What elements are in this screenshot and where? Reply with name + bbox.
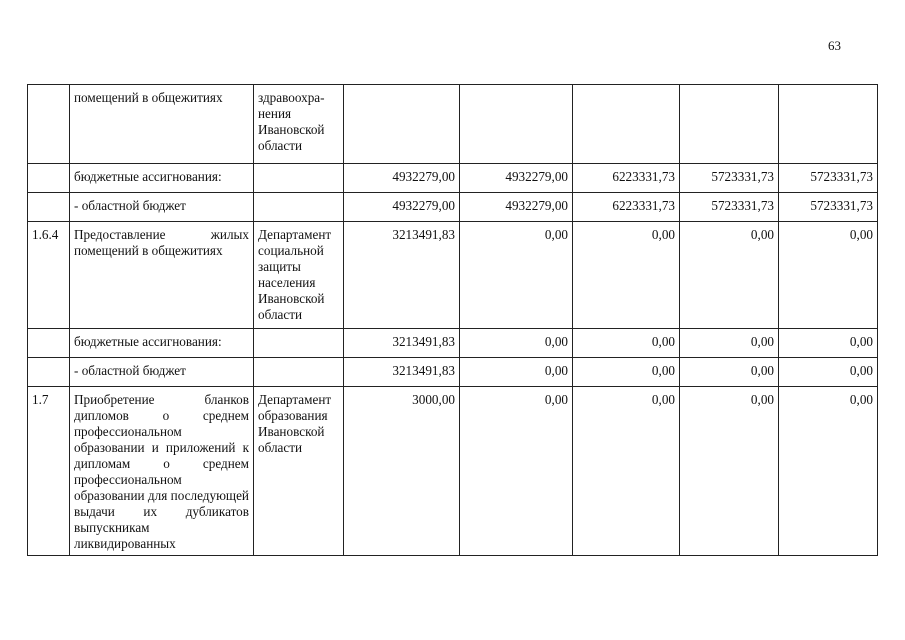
row-value: 5723331,73 <box>779 193 878 222</box>
budget-table <box>27 84 878 556</box>
row-executor: Департамент образования Ивановской области <box>254 387 344 556</box>
row-executor: Департамент социальной защиты населения Ивановской области <box>254 222 344 329</box>
table-row <box>28 387 878 556</box>
row-value <box>680 85 779 164</box>
row-value: 0,00 <box>573 387 680 556</box>
row-value: 0,00 <box>460 358 573 387</box>
row-name: помещений в общежитиях <box>70 85 254 164</box>
row-value: 0,00 <box>573 329 680 358</box>
row-value: 0,00 <box>460 222 573 329</box>
row-value: 0,00 <box>779 222 878 329</box>
row-value: 4932279,00 <box>460 164 573 193</box>
row-executor <box>254 193 344 222</box>
row-name: бюджетные ассигнования: <box>70 164 254 193</box>
row-value: 5723331,73 <box>680 193 779 222</box>
row-value: 3213491,83 <box>344 222 460 329</box>
table-row <box>28 222 878 329</box>
row-code <box>28 164 70 193</box>
row-value: 3213491,83 <box>344 358 460 387</box>
row-code <box>28 358 70 387</box>
row-value: 5723331,73 <box>779 164 878 193</box>
row-value <box>779 85 878 164</box>
row-code <box>28 85 70 164</box>
row-code: 1.6.4 <box>28 222 70 329</box>
row-value: 0,00 <box>779 358 878 387</box>
row-executor <box>254 329 344 358</box>
row-value <box>460 85 573 164</box>
table-row <box>28 164 878 193</box>
row-value: 3213491,83 <box>344 329 460 358</box>
row-name: - областной бюджет <box>70 193 254 222</box>
row-name: бюджетные ассигнования: <box>70 329 254 358</box>
row-value <box>573 85 680 164</box>
row-code <box>28 329 70 358</box>
row-value: 5723331,73 <box>680 164 779 193</box>
row-value: 0,00 <box>573 358 680 387</box>
row-value: 0,00 <box>680 222 779 329</box>
table-row <box>28 358 878 387</box>
row-value: 0,00 <box>680 358 779 387</box>
row-value: 0,00 <box>460 329 573 358</box>
row-value: 0,00 <box>460 387 573 556</box>
row-value: 4932279,00 <box>460 193 573 222</box>
row-code <box>28 193 70 222</box>
table-row <box>28 85 878 164</box>
row-value: 6223331,73 <box>573 164 680 193</box>
row-value: 0,00 <box>779 329 878 358</box>
row-value: 0,00 <box>573 222 680 329</box>
row-name: Предоставление жилых помещений в общежитиях <box>70 222 254 329</box>
row-value: 3000,00 <box>344 387 460 556</box>
page-number: 63 <box>828 38 841 53</box>
row-executor <box>254 164 344 193</box>
row-name: Приобретение бланков дипломов о среднем профессиональном образовании и приложений к дипломам о среднем профессиональном образовании для последующей выдачи их дубликатов выпускникам ликвидированных <box>70 387 254 556</box>
row-value <box>344 85 460 164</box>
row-value: 4932279,00 <box>344 164 460 193</box>
row-executor <box>254 358 344 387</box>
row-executor: здравоохра- нения Ивановской области <box>254 85 344 164</box>
row-value: 6223331,73 <box>573 193 680 222</box>
row-code: 1.7 <box>28 387 70 556</box>
row-value: 4932279,00 <box>344 193 460 222</box>
table-row <box>28 329 878 358</box>
table-row <box>28 193 878 222</box>
row-value: 0,00 <box>779 387 878 556</box>
row-value: 0,00 <box>680 329 779 358</box>
row-name: - областной бюджет <box>70 358 254 387</box>
row-value: 0,00 <box>680 387 779 556</box>
